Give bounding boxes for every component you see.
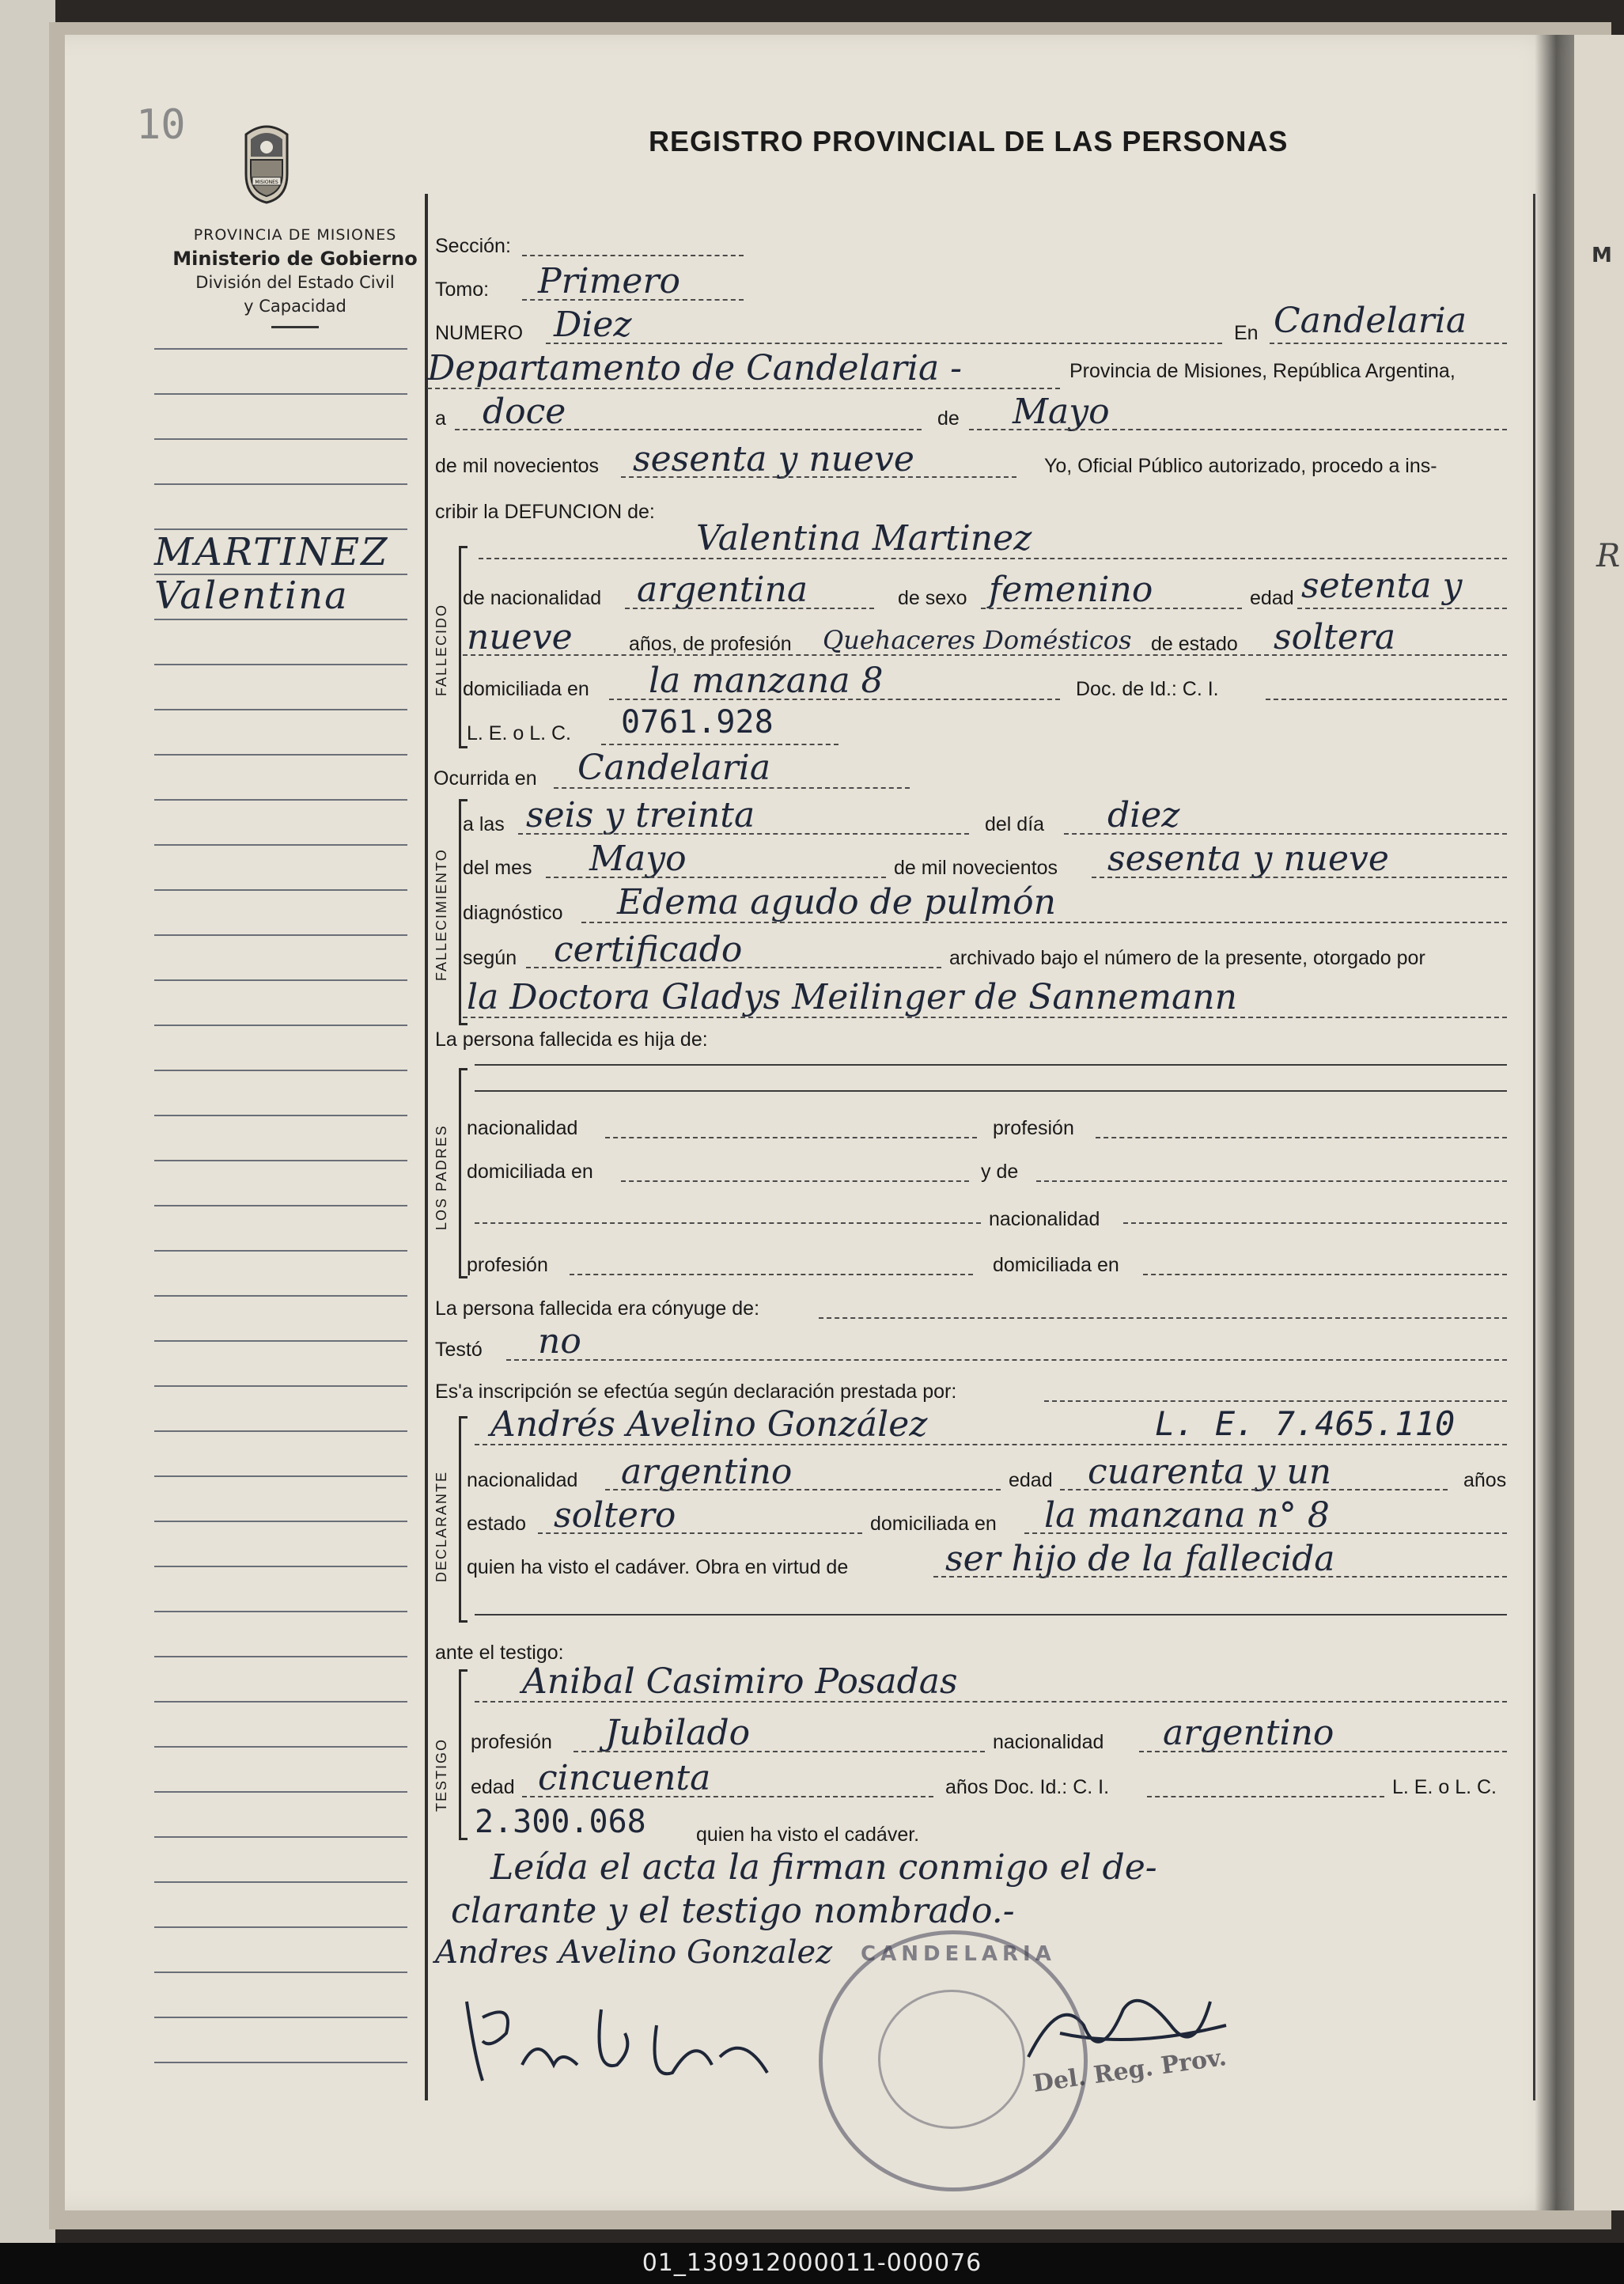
fallecimiento-section-label: FALLECIMIENTO xyxy=(433,848,449,981)
closing-line-2: clarante y el testigo nombrado.- xyxy=(451,1891,1015,1931)
madre-domicilio-label: domiciliada en xyxy=(993,1254,1119,1276)
stamp-text: CANDELARIA xyxy=(861,1942,1056,1966)
anios-profesion-label: años, de profesión xyxy=(629,633,792,655)
padre-profesion-line xyxy=(1096,1137,1507,1138)
tomo-label: Tomo: xyxy=(435,278,490,301)
tomo-value: Primero xyxy=(538,261,680,301)
margin-rule-line xyxy=(154,393,407,395)
doctor-line xyxy=(463,1017,1507,1018)
margin-rule-line xyxy=(154,1070,407,1071)
padre-name-line xyxy=(475,1064,1507,1066)
madre-domicilio-line xyxy=(1143,1274,1507,1275)
testigo-doc-label: años Doc. Id.: C. I. xyxy=(945,1776,1110,1798)
anio-value: sesenta y nueve xyxy=(633,439,914,479)
margin-rule-line xyxy=(154,1475,407,1477)
dia-line xyxy=(1064,833,1507,835)
testigo-section-label: TESTIGO xyxy=(433,1737,449,1812)
margin-rule-line xyxy=(154,1521,407,1522)
margin-rule-line xyxy=(154,1385,407,1387)
ocurrida-value: Candelaria xyxy=(577,748,771,788)
issuer-division-2: y Capacidad xyxy=(244,297,346,316)
document-title: REGISTRO PROVINCIAL DE LAS PERSONAS xyxy=(649,125,1289,157)
right-page-letter: M xyxy=(1592,244,1612,267)
provincial-seal xyxy=(241,119,292,204)
sexo-value: femenino xyxy=(989,570,1153,610)
issuer-division: División del Estado Civil xyxy=(195,273,395,292)
en-label: En xyxy=(1234,322,1259,344)
margin-rule-line xyxy=(154,934,407,936)
testigo-nacionalidad-value: argentino xyxy=(1163,1713,1334,1753)
declarante-virtud-value: ser hijo de la fallecida xyxy=(945,1539,1335,1579)
doctor-value: la Doctora Gladys Meilinger de Sannemann xyxy=(467,977,1237,1017)
le-label: L. E. o L. C. xyxy=(467,722,572,744)
margin-rule-line xyxy=(154,1025,407,1026)
dia-line xyxy=(455,429,922,430)
testigo-name-line xyxy=(475,1701,1507,1703)
madre-name-line xyxy=(1036,1180,1507,1182)
doc-label: Doc. de Id.: C. I. xyxy=(1076,678,1219,700)
domicilio-line xyxy=(609,699,1060,700)
mes-value: Mayo xyxy=(589,839,687,879)
conyuge-label: La persona fallecida era cónyuge de: xyxy=(435,1297,760,1320)
declarante-estado-value: soltero xyxy=(554,1495,676,1536)
anio-value-2: sesenta y nueve xyxy=(1107,839,1389,879)
padre-nacionalidad-label: nacionalidad xyxy=(467,1117,578,1139)
declarante-estado-line xyxy=(538,1532,862,1534)
book-gutter xyxy=(1535,35,1574,2210)
declarante-edad-value: cuarenta y un xyxy=(1088,1452,1332,1492)
margin-rule-line xyxy=(154,1566,407,1567)
closing-line-1: Leída el acta la firman conmigo el de- xyxy=(490,1847,1157,1888)
madre-nacionalidad-label: nacionalidad xyxy=(989,1208,1100,1230)
declarante-anios-label: años xyxy=(1463,1469,1507,1491)
margin-given-name: Valentina xyxy=(154,574,349,618)
fallecido-section-label: FALLECIDO xyxy=(433,603,449,696)
issuer-block xyxy=(141,223,449,328)
testigo-name: Anibal Casimiro Posadas xyxy=(522,1661,958,1702)
declarante-name: Andrés Avelino González xyxy=(490,1404,928,1445)
margin-rule-line xyxy=(154,1295,407,1297)
margin-rule-line xyxy=(154,1430,407,1432)
form-left-rule xyxy=(425,194,428,2100)
testigo-edad-line xyxy=(522,1796,933,1797)
declarante-le: L. E. 7.465.110 xyxy=(1155,1404,1456,1443)
margin-rule-line xyxy=(154,2062,407,2063)
domicilio-value: la manzana 8 xyxy=(649,661,884,701)
testo-value: no xyxy=(538,1321,581,1362)
en-line xyxy=(1270,343,1507,344)
diag-value: Edema agudo de pulmón xyxy=(617,882,1056,922)
official-stamp-center xyxy=(878,1990,1025,2129)
edad-label: edad xyxy=(1250,587,1294,609)
page-number: 10 xyxy=(136,101,186,149)
left-page-edge xyxy=(0,0,55,2243)
profesion-line xyxy=(463,654,1507,656)
declarante-nacionalidad-value: argentino xyxy=(621,1452,793,1492)
segun-value: certificado xyxy=(554,930,743,970)
margin-rule-line xyxy=(154,754,407,756)
madre-nacionalidad-line xyxy=(1123,1222,1507,1224)
tomo-line xyxy=(522,299,744,301)
margin-rule-line xyxy=(154,348,407,350)
padre-name-line-2 xyxy=(475,1090,1507,1092)
le-value: 0761.928 xyxy=(621,704,774,741)
testigo-nacionalidad-line xyxy=(1139,1751,1507,1752)
declarante-nacionalidad-label: nacionalidad xyxy=(467,1469,578,1491)
conyuge-line xyxy=(819,1317,1507,1319)
madre-y-de-label: y de xyxy=(981,1161,1019,1183)
declarante-extra-line xyxy=(475,1614,1507,1615)
anio-line-2 xyxy=(1092,877,1507,878)
testigo-le-value: 2.300.068 xyxy=(475,1804,646,1840)
testigo-bracket xyxy=(459,1669,468,1840)
margin-rule-line xyxy=(154,1972,407,1973)
nacionalidad-value: argentina xyxy=(637,570,808,610)
ocurrida-label: Ocurrida en xyxy=(433,767,537,790)
diag-label: diagnóstico xyxy=(463,902,563,924)
testigo-profesion-value: Jubilado xyxy=(605,1713,751,1753)
estado-label: de estado xyxy=(1151,633,1238,655)
sexo-line xyxy=(981,608,1242,609)
declarante-domicilio-value: la manzana n° 8 xyxy=(1044,1495,1330,1536)
madre-profesion-line xyxy=(570,1274,973,1275)
margin-rule-line xyxy=(154,1115,407,1116)
edad-line xyxy=(1297,608,1507,609)
nacionalidad-line xyxy=(625,608,874,609)
anio-line xyxy=(621,476,1016,478)
archivado-label: archivado bajo el número de la presente, otorgado por xyxy=(949,947,1425,969)
margin-rule-line xyxy=(154,799,407,801)
mes-label: del mes xyxy=(463,857,532,879)
margin-rule-line xyxy=(154,979,407,981)
testigo-visto-label: quien ha visto el cadáver. xyxy=(696,1824,920,1846)
testigo-edad-label: edad xyxy=(471,1776,515,1798)
ocurrida-line xyxy=(554,787,910,789)
padres-intro: La persona fallecida es hija de: xyxy=(435,1028,708,1051)
issuer-province: PROVINCIA DE MISIONES xyxy=(193,226,397,244)
dia-value: diez xyxy=(1107,795,1180,835)
margin-rule-line xyxy=(154,1746,407,1748)
profesion-value: Quehaceres Domésticos xyxy=(823,625,1132,655)
testo-line xyxy=(506,1359,1507,1361)
dia-label: del día xyxy=(985,813,1045,835)
secondary-stamp: Del. Reg. Prov. xyxy=(1031,2043,1228,2098)
seal-text: MISIONES xyxy=(255,180,278,185)
declarante-virtud-line xyxy=(933,1576,1507,1578)
mil-label: de mil novecientos xyxy=(435,455,600,477)
margin-rule-line xyxy=(154,889,407,891)
testigo-le-label: L. E. o L. C. xyxy=(1392,1776,1497,1798)
declarante-name-line xyxy=(475,1444,1507,1445)
margin-rule-line xyxy=(154,1340,407,1342)
margin-rule-line xyxy=(154,1205,407,1206)
margin-rule-line xyxy=(154,844,407,846)
padre-domicilio-line xyxy=(621,1180,969,1182)
edad-value: setenta y xyxy=(1301,566,1463,606)
inscripcion-line xyxy=(1044,1400,1507,1402)
testigo-nacionalidad-label: nacionalidad xyxy=(993,1731,1104,1753)
diag-line xyxy=(581,922,1507,923)
margin-rule-line xyxy=(154,2017,407,2018)
provincia-label: Provincia de Misiones, República Argentina, xyxy=(1069,360,1456,382)
segun-line xyxy=(526,967,941,968)
oficial-label: Yo, Oficial Público autorizado, procedo a ins- xyxy=(1044,455,1437,477)
testigo-edad-value: cincuenta xyxy=(538,1758,711,1798)
seccion-label: Sección: xyxy=(435,235,511,257)
form-right-rule xyxy=(1533,194,1535,2100)
declarante-visto-label: quien ha visto el cadáver. Obra en virtud de xyxy=(467,1556,849,1578)
margin-surname: MARTINEZ xyxy=(154,530,389,574)
testigo-profesion-line xyxy=(574,1751,985,1752)
segun-label: según xyxy=(463,947,517,969)
le-line xyxy=(601,744,838,745)
issuer-ministry: Ministerio de Gobierno xyxy=(172,248,418,270)
right-page-edge xyxy=(1574,35,1624,2210)
seccion-line xyxy=(522,255,744,256)
fallecido-name: Valentina Martinez xyxy=(696,518,1032,559)
domicilio-label: domiciliada en xyxy=(463,678,589,700)
declarante-domicilio-line xyxy=(1024,1532,1507,1534)
margin-rule-line xyxy=(154,709,407,710)
declarante-estado-label: estado xyxy=(467,1513,527,1535)
padre-profesion-label: profesión xyxy=(993,1117,1074,1139)
mes-line xyxy=(546,877,886,878)
testigo-doc-line xyxy=(1147,1796,1384,1797)
declarante-section-label: DECLARANTE xyxy=(433,1470,449,1582)
right-page-letter: R xyxy=(1596,538,1621,574)
mes-value: Mayo xyxy=(1013,392,1110,432)
madre-name-line-2 xyxy=(475,1222,981,1224)
numero-value: Diez xyxy=(554,305,632,345)
margin-rule-line xyxy=(154,664,407,665)
a-label: a xyxy=(435,407,446,430)
declarante-domicilio-label: domiciliada en xyxy=(870,1513,997,1535)
testigo-signature xyxy=(459,1986,791,2097)
margin-rule-line xyxy=(154,619,407,620)
declarante-edad-label: edad xyxy=(1009,1469,1053,1491)
margin-rule-line xyxy=(154,438,407,440)
sexo-label: de sexo xyxy=(898,587,967,609)
departamento-value: Departamento de Candelaria - xyxy=(427,348,963,388)
departamento-line xyxy=(427,388,1060,389)
madre-profesion-label: profesión xyxy=(467,1254,548,1276)
dia-value: doce xyxy=(483,392,566,432)
mil-label-2: de mil novecientos xyxy=(894,857,1058,879)
declarante-nacionalidad-line xyxy=(605,1489,1001,1490)
defuncion-label: cribir la DEFUNCION de: xyxy=(435,501,655,523)
issuer-rule xyxy=(271,326,319,328)
padres-section-label: LOS PADRES xyxy=(433,1124,449,1230)
margin-rule-line xyxy=(154,1611,407,1612)
margin-rule-line xyxy=(154,1881,407,1883)
margin-rule-line xyxy=(154,1791,407,1793)
margin-rule-line xyxy=(154,483,407,485)
hora-value: seis y treinta xyxy=(526,795,755,835)
file-caption: 01_130912000011-000076 xyxy=(642,2249,982,2277)
de-label: de xyxy=(937,407,960,430)
declarante-signature: Andres Avelino Gonzalez xyxy=(435,1934,833,1971)
hora-line xyxy=(518,833,969,835)
nacionalidad-label: de nacionalidad xyxy=(463,587,602,609)
padre-nacionalidad-line xyxy=(605,1137,977,1138)
margin-rule-line xyxy=(154,1701,407,1703)
edad-value-cont: nueve xyxy=(467,617,573,657)
margin-rule-line xyxy=(154,1836,407,1838)
numero-line xyxy=(546,343,1222,344)
margin-rule-line xyxy=(154,1250,407,1252)
mes-line xyxy=(969,429,1507,430)
doc-line xyxy=(1266,699,1507,700)
estado-value: soltera xyxy=(1274,617,1396,657)
testigo-intro: ante el testigo: xyxy=(435,1642,564,1664)
margin-rule-line xyxy=(154,1656,407,1657)
en-value: Candelaria xyxy=(1274,301,1467,341)
margin-rule-line xyxy=(154,1160,407,1161)
numero-label: NUMERO xyxy=(435,322,524,344)
margin-rule-line xyxy=(154,1926,407,1928)
inscripcion-label: Es'a inscripción se efectúa según declaración prestada por: xyxy=(435,1381,957,1403)
padre-domicilio-label: domiciliada en xyxy=(467,1161,593,1183)
fallecido-name-line xyxy=(479,558,1507,559)
testigo-profesion-label: profesión xyxy=(471,1731,552,1753)
hora-label: a las xyxy=(463,813,505,835)
testo-label: Testó xyxy=(435,1339,483,1361)
declarante-edad-line xyxy=(1060,1489,1448,1490)
